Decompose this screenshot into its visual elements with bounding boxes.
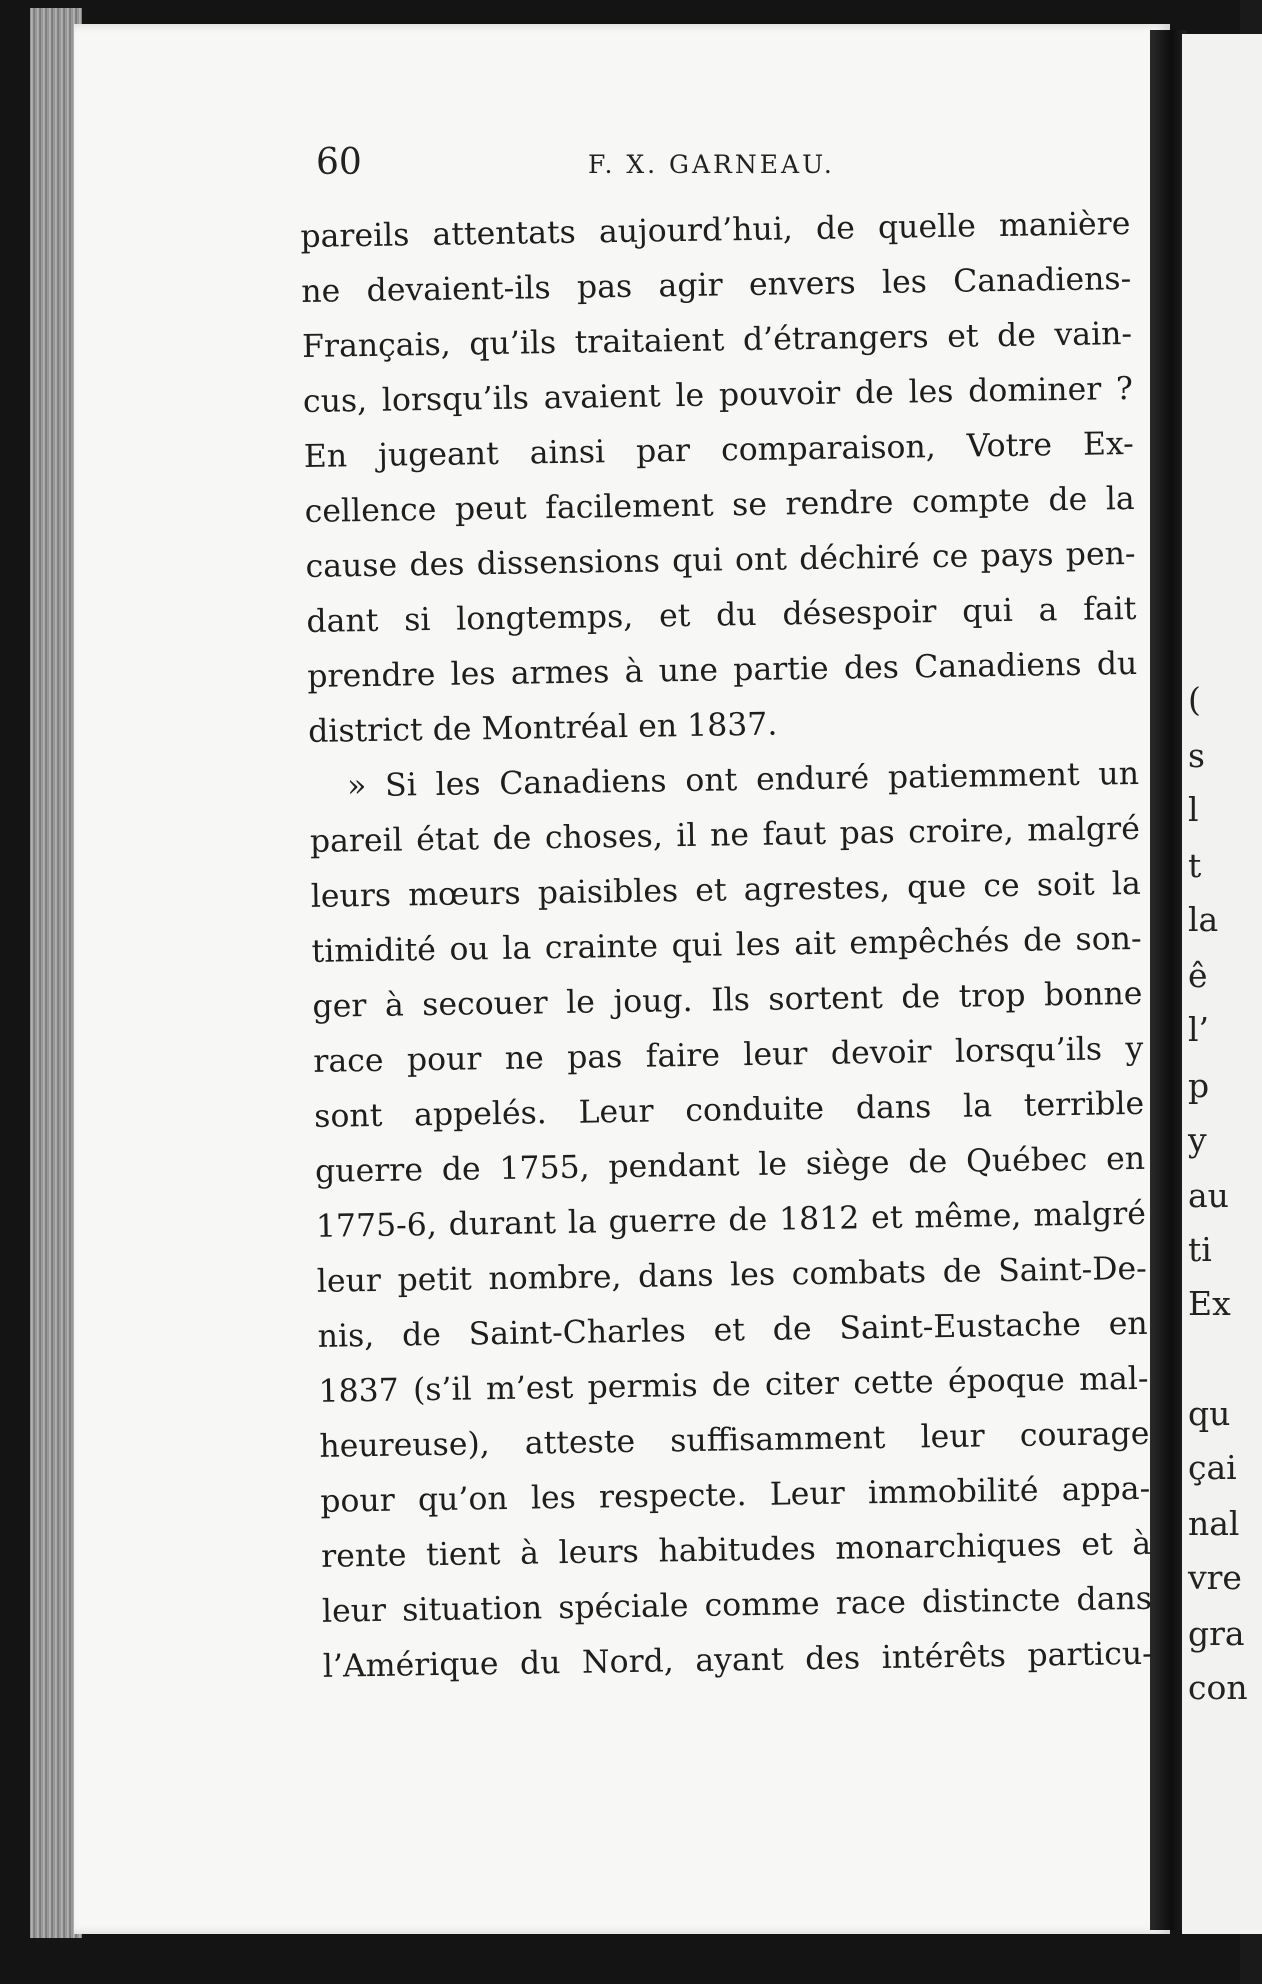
facing-page-text-fragment: s (1188, 736, 1205, 775)
facing-page-text-fragment: t (1188, 846, 1202, 885)
text-line: timidité ou la crainte qui les ait empêchés de son- (311, 920, 1142, 970)
text-line: pour qu’on les respecte. Leur immobilité appa- (320, 1470, 1151, 1520)
text-line: nis, de Saint-Charles et de Saint-Eustache en (317, 1305, 1148, 1355)
text-line: l’Amérique du Nord, ayant des intérêts particu- (322, 1635, 1154, 1685)
facing-page-text-fragment: p (1188, 1066, 1210, 1105)
text-line: cause des dissensions qui ont déchiré ce pays pen- (305, 535, 1136, 585)
facing-page-text-fragment: y (1188, 1120, 1207, 1159)
text-line: cellence peut facilement se rendre compte de la (304, 480, 1135, 530)
text-line: ne devaient-ils pas agir envers les Canadiens- (301, 260, 1132, 310)
page-header (316, 142, 876, 192)
text-line: » Si les Canadiens ont enduré patiemment un (346, 755, 1140, 805)
text-line: En jugeant ainsi par comparaison, Votre Ex- (303, 425, 1135, 475)
running-head: F. X. GARNEAU. (588, 150, 835, 179)
facing-page-fragment (1182, 34, 1262, 1934)
facing-page-text-fragment: Ex (1188, 1284, 1231, 1323)
facing-page-text-fragment: au (1188, 1176, 1229, 1215)
facing-page-text-fragment: gra (1188, 1614, 1245, 1653)
text-line: prendre les armes à une partie des Canadiens du (307, 645, 1138, 695)
text-line: sont appelés. Leur conduite dans la terrible (313, 1085, 1145, 1135)
text-line: leurs mœurs paisibles et agrestes, que ce soit la (310, 865, 1141, 915)
facing-page-text-fragment: vre (1188, 1558, 1242, 1597)
text-line: dant si longtemps, et du désespoir qui a fait (306, 590, 1137, 640)
text-line: ger à secouer le joug. Ils sortent de trop bonne (312, 975, 1143, 1025)
text-line: leur petit nombre, dans les combats de Saint-De- (316, 1250, 1148, 1300)
text-line: 1775-6, durant la guerre de 1812 et même, malgré (315, 1195, 1147, 1245)
text-line: race pour ne pas faire leur devoir lorsqu’ils y (313, 1030, 1144, 1080)
book-gutter (1150, 30, 1186, 1930)
facing-page-text-fragment: la (1188, 900, 1219, 939)
facing-page-text-fragment: l (1188, 790, 1199, 829)
facing-page-text-fragment: ( (1188, 680, 1201, 719)
facing-page-text-fragment: çai (1188, 1448, 1237, 1487)
text-line: leur situation spéciale comme race distincte dans (321, 1580, 1153, 1630)
facing-page-text-fragment: con (1188, 1668, 1248, 1707)
text-line: cus, lorsqu’ils avaient le pouvoir de les dominer ? (302, 370, 1134, 420)
text-line: district de Montréal en 1837. (307, 706, 778, 750)
facing-page-text-fragment: ti (1188, 1230, 1212, 1269)
text-line: 1837 (s’il m’est permis de citer cette époque mal- (318, 1360, 1149, 1410)
page-number: 60 (316, 142, 362, 183)
body-text (300, 197, 1153, 1695)
text-line: pareil état de choses, il ne faut pas croire, malgré (309, 810, 1141, 860)
text-line: Français, qu’ils traitaient d’étrangers et de vain- (301, 315, 1133, 365)
facing-page-text-fragment: nal (1188, 1504, 1240, 1543)
text-line: guerre de 1755, pendant le siège de Québec en (314, 1140, 1146, 1190)
facing-page-text-fragment: ê (1188, 956, 1208, 995)
text-line: heureuse), atteste suffisamment leur courage (319, 1415, 1150, 1465)
text-line: pareils attentats aujourd’hui, de quelle manière (300, 205, 1131, 255)
facing-page-text-fragment: qu (1188, 1394, 1231, 1433)
text-line: rente tient à leurs habitudes monarchiques et à (320, 1525, 1152, 1575)
facing-page-text-fragment: l’ (1188, 1010, 1210, 1049)
